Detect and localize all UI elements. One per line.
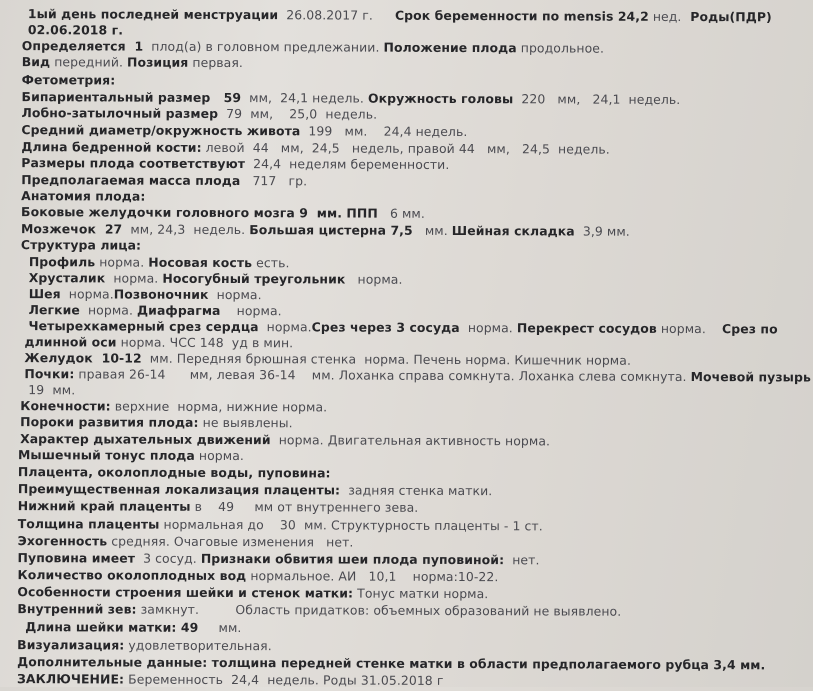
field-label: Фетометрия: <box>21 72 116 88</box>
field-label: Мочевой пузырь <box>690 369 811 385</box>
field-label: Бипариентальный размер 59 <box>21 89 242 106</box>
field-value: 3 сосуд. <box>135 550 201 566</box>
report-line <box>21 105 377 123</box>
report-line <box>18 516 543 534</box>
report-line <box>17 654 765 673</box>
field-value: норма. <box>208 286 262 303</box>
field-value: верхние норма, нижние норма. <box>110 398 328 415</box>
field-label: Мышечный тонус плода <box>17 447 195 463</box>
field-value: мм, 24,1 недель. <box>241 90 369 106</box>
field-value: левой 44 мм, 24,5 недель, правой 44 мм, 24,5 недель. <box>201 139 610 157</box>
field-label: 02.06.2018 г. <box>27 22 124 38</box>
report-line <box>17 567 498 585</box>
field-label: Нижний край плаценты <box>17 498 191 514</box>
field-label: Желудок 10-12 <box>24 350 142 366</box>
report-line <box>18 464 331 481</box>
field-value: первая. <box>188 54 244 71</box>
field-value: норма. <box>258 319 312 335</box>
field-value: норма. <box>459 320 517 336</box>
field-label: Размеры плода соответствуют <box>21 155 246 172</box>
field-value: 199 мм. 24,4 недель. <box>300 123 468 140</box>
report-line <box>24 334 293 351</box>
field-value: есть. <box>252 255 290 271</box>
field-label: Визуализация: <box>17 637 125 653</box>
field-label: длинной оси <box>24 334 117 350</box>
field-value: плод(а) в головном предлежании. <box>143 38 384 55</box>
field-value: 24,4 неделям беременности. <box>245 156 450 172</box>
field-value: норма. <box>95 254 149 270</box>
report-line <box>21 188 145 205</box>
field-label: ЗАКЛЮЧЕНИЕ: <box>17 671 125 687</box>
field-label: Окружность головы <box>367 90 514 107</box>
report-line <box>17 637 272 654</box>
field-value: передний. <box>50 54 128 70</box>
field-label: Положение плода <box>383 39 517 56</box>
field-value: средняя. Очаговые изменения нет. <box>107 533 354 550</box>
field-label: Толщина плаценты <box>17 516 160 532</box>
field-value: норма. <box>220 302 282 319</box>
field-label: Внутренний зев: <box>17 601 137 617</box>
field-value: Тонус матки норма. <box>353 585 489 602</box>
field-value: не выявлены. <box>198 414 293 431</box>
field-label: Носовая кость <box>148 254 253 271</box>
field-value: 717 гр. <box>240 173 308 189</box>
field-value: нормальная до 30 мм. Структурность плаценты - 1 ст. <box>159 516 543 534</box>
field-value: норма. ЧСС 148 уд в мин. <box>116 334 294 351</box>
report-line <box>17 601 621 620</box>
field-label: Пороки развития плода: <box>20 414 199 430</box>
report-line <box>21 172 307 189</box>
field-label: Срез через 3 сосуда <box>311 319 460 336</box>
field-label: Шейная складка <box>451 222 575 239</box>
field-value: 220 мм, 24,1 недель. <box>513 91 681 107</box>
field-label: Вид <box>21 54 51 70</box>
field-value: 6 мм. <box>377 205 425 221</box>
field-value: 79 мм, 25,0 недель. <box>218 105 378 122</box>
field-value: норма. Двигательная активность норма. <box>270 432 551 449</box>
field-value: норма. <box>79 302 138 318</box>
field-label: Количество околоплодных вод <box>17 567 247 584</box>
field-label: Хрусталик <box>28 270 106 286</box>
field-label: Шея <box>28 286 61 302</box>
field-label: Боковые желудочки головного мозга 9 мм. ППП <box>21 204 378 221</box>
field-label: Длина шейки матки: 49 <box>25 619 199 635</box>
report-line <box>18 533 354 550</box>
field-label: Срез по <box>722 321 778 337</box>
field-label: Плацента, околоплодные воды, пуповина: <box>17 464 331 481</box>
report-line <box>21 122 467 140</box>
field-value: мм. Передняя брюшная стенка норма. Печень норма. Кишечник норма. <box>141 350 632 368</box>
field-label: Особенности строения шейки и стенок матки: <box>17 584 354 601</box>
field-label: Структура лица: <box>20 237 142 253</box>
field-label: Срок беременности по mensis 24,2 <box>372 7 649 24</box>
field-label: Роды(ПДР) <box>681 8 772 25</box>
field-label: Определяется 1 <box>21 38 144 54</box>
field-value: удовлетворительная. <box>124 637 272 654</box>
field-value: мм. <box>412 222 452 238</box>
field-label: Конечности: <box>20 398 111 414</box>
field-label: Дополнительные данные: толщина передней стенке матки в области предполагаемого рубца 3,4 мм. <box>17 654 766 673</box>
field-value: Беременность 24,4 недель. Роды 31.05.2018 г <box>124 671 444 688</box>
report-line <box>17 584 488 602</box>
report-line <box>29 302 282 319</box>
field-label: Диафрагма <box>137 302 221 318</box>
report-line <box>22 54 243 71</box>
report-line <box>24 366 811 385</box>
report-line <box>22 72 116 88</box>
report-line <box>29 254 290 271</box>
report-line <box>18 481 493 499</box>
field-label: Мозжечок 27 <box>20 221 123 237</box>
field-label: Эхогенность <box>17 533 108 549</box>
report-line <box>18 498 419 516</box>
report-line <box>21 237 141 254</box>
field-label: Профиль <box>28 254 96 270</box>
field-label: Легкие <box>28 302 80 318</box>
field-value: нет. <box>504 552 540 568</box>
report-line <box>21 204 425 222</box>
field-value: норма. <box>345 271 403 287</box>
field-value: в 49 мм от внутреннего зева. <box>190 498 419 515</box>
field-label: Большая цистерна 7,5 <box>249 222 413 238</box>
field-value: правая 26-14 мм, левая 36-14 мм. Лоханка справа сомкнута. Лоханка слева сомкнута. <box>74 366 691 385</box>
field-value: 26.08.2017 г. <box>278 7 373 23</box>
field-label: Носогубный треугольник <box>162 270 346 287</box>
field-value: 3,9 мм. <box>574 223 630 239</box>
report-line <box>18 447 244 464</box>
report-line <box>20 398 327 415</box>
field-value: 19 мм. <box>28 382 76 398</box>
field-label: Позвоночник <box>113 286 209 302</box>
field-value: норма. <box>656 320 723 337</box>
field-label: Четырехкамерный срез сердца <box>28 318 259 335</box>
field-label: Предполагаемая масса плода <box>21 172 241 189</box>
field-label: Преимущественная локализация плаценты: <box>17 481 341 498</box>
field-label: Длина бедренной кости: <box>21 139 202 155</box>
field-label: Почки: <box>24 366 75 382</box>
report-line <box>21 155 449 173</box>
field-value: нормальное. АИ 10,1 норма:10-22. <box>246 568 499 585</box>
report-line <box>28 22 123 38</box>
field-value: норма. <box>60 286 114 302</box>
field-value: мм. <box>198 619 242 636</box>
field-value: нед. <box>648 8 682 24</box>
report-line <box>20 414 293 431</box>
field-label: Лобно-затылочный размер <box>21 105 219 121</box>
field-label: Характер дыхательных движений <box>20 431 271 448</box>
field-value: продольное. <box>516 40 605 56</box>
field-label: Пуповина имеет <box>17 550 136 566</box>
report-line <box>25 619 241 636</box>
report-line <box>17 671 443 689</box>
report-line <box>28 382 75 398</box>
field-value: норма. <box>194 447 245 464</box>
field-label: Признаки обвития шеи плода пуповиной: <box>200 550 505 568</box>
field-value: норма. <box>105 270 163 286</box>
field-label: Позиция <box>127 54 189 70</box>
field-label: Анатомия плода: <box>21 188 146 204</box>
field-label: Перекрест сосудов <box>516 320 657 336</box>
report-line <box>29 270 403 288</box>
report-line <box>28 6 772 25</box>
report-line <box>29 286 262 303</box>
field-value: задняя стенка матки. <box>340 482 493 499</box>
report-line <box>18 550 540 568</box>
field-value: мм, 24,3 недель. <box>122 221 250 238</box>
field-label: 1ый день последней менструации <box>27 6 279 23</box>
field-value: замкнут. Область придатков: объемных образований не выявлено. <box>136 601 622 619</box>
field-label: Средний диаметр/окружность живота <box>21 122 301 139</box>
